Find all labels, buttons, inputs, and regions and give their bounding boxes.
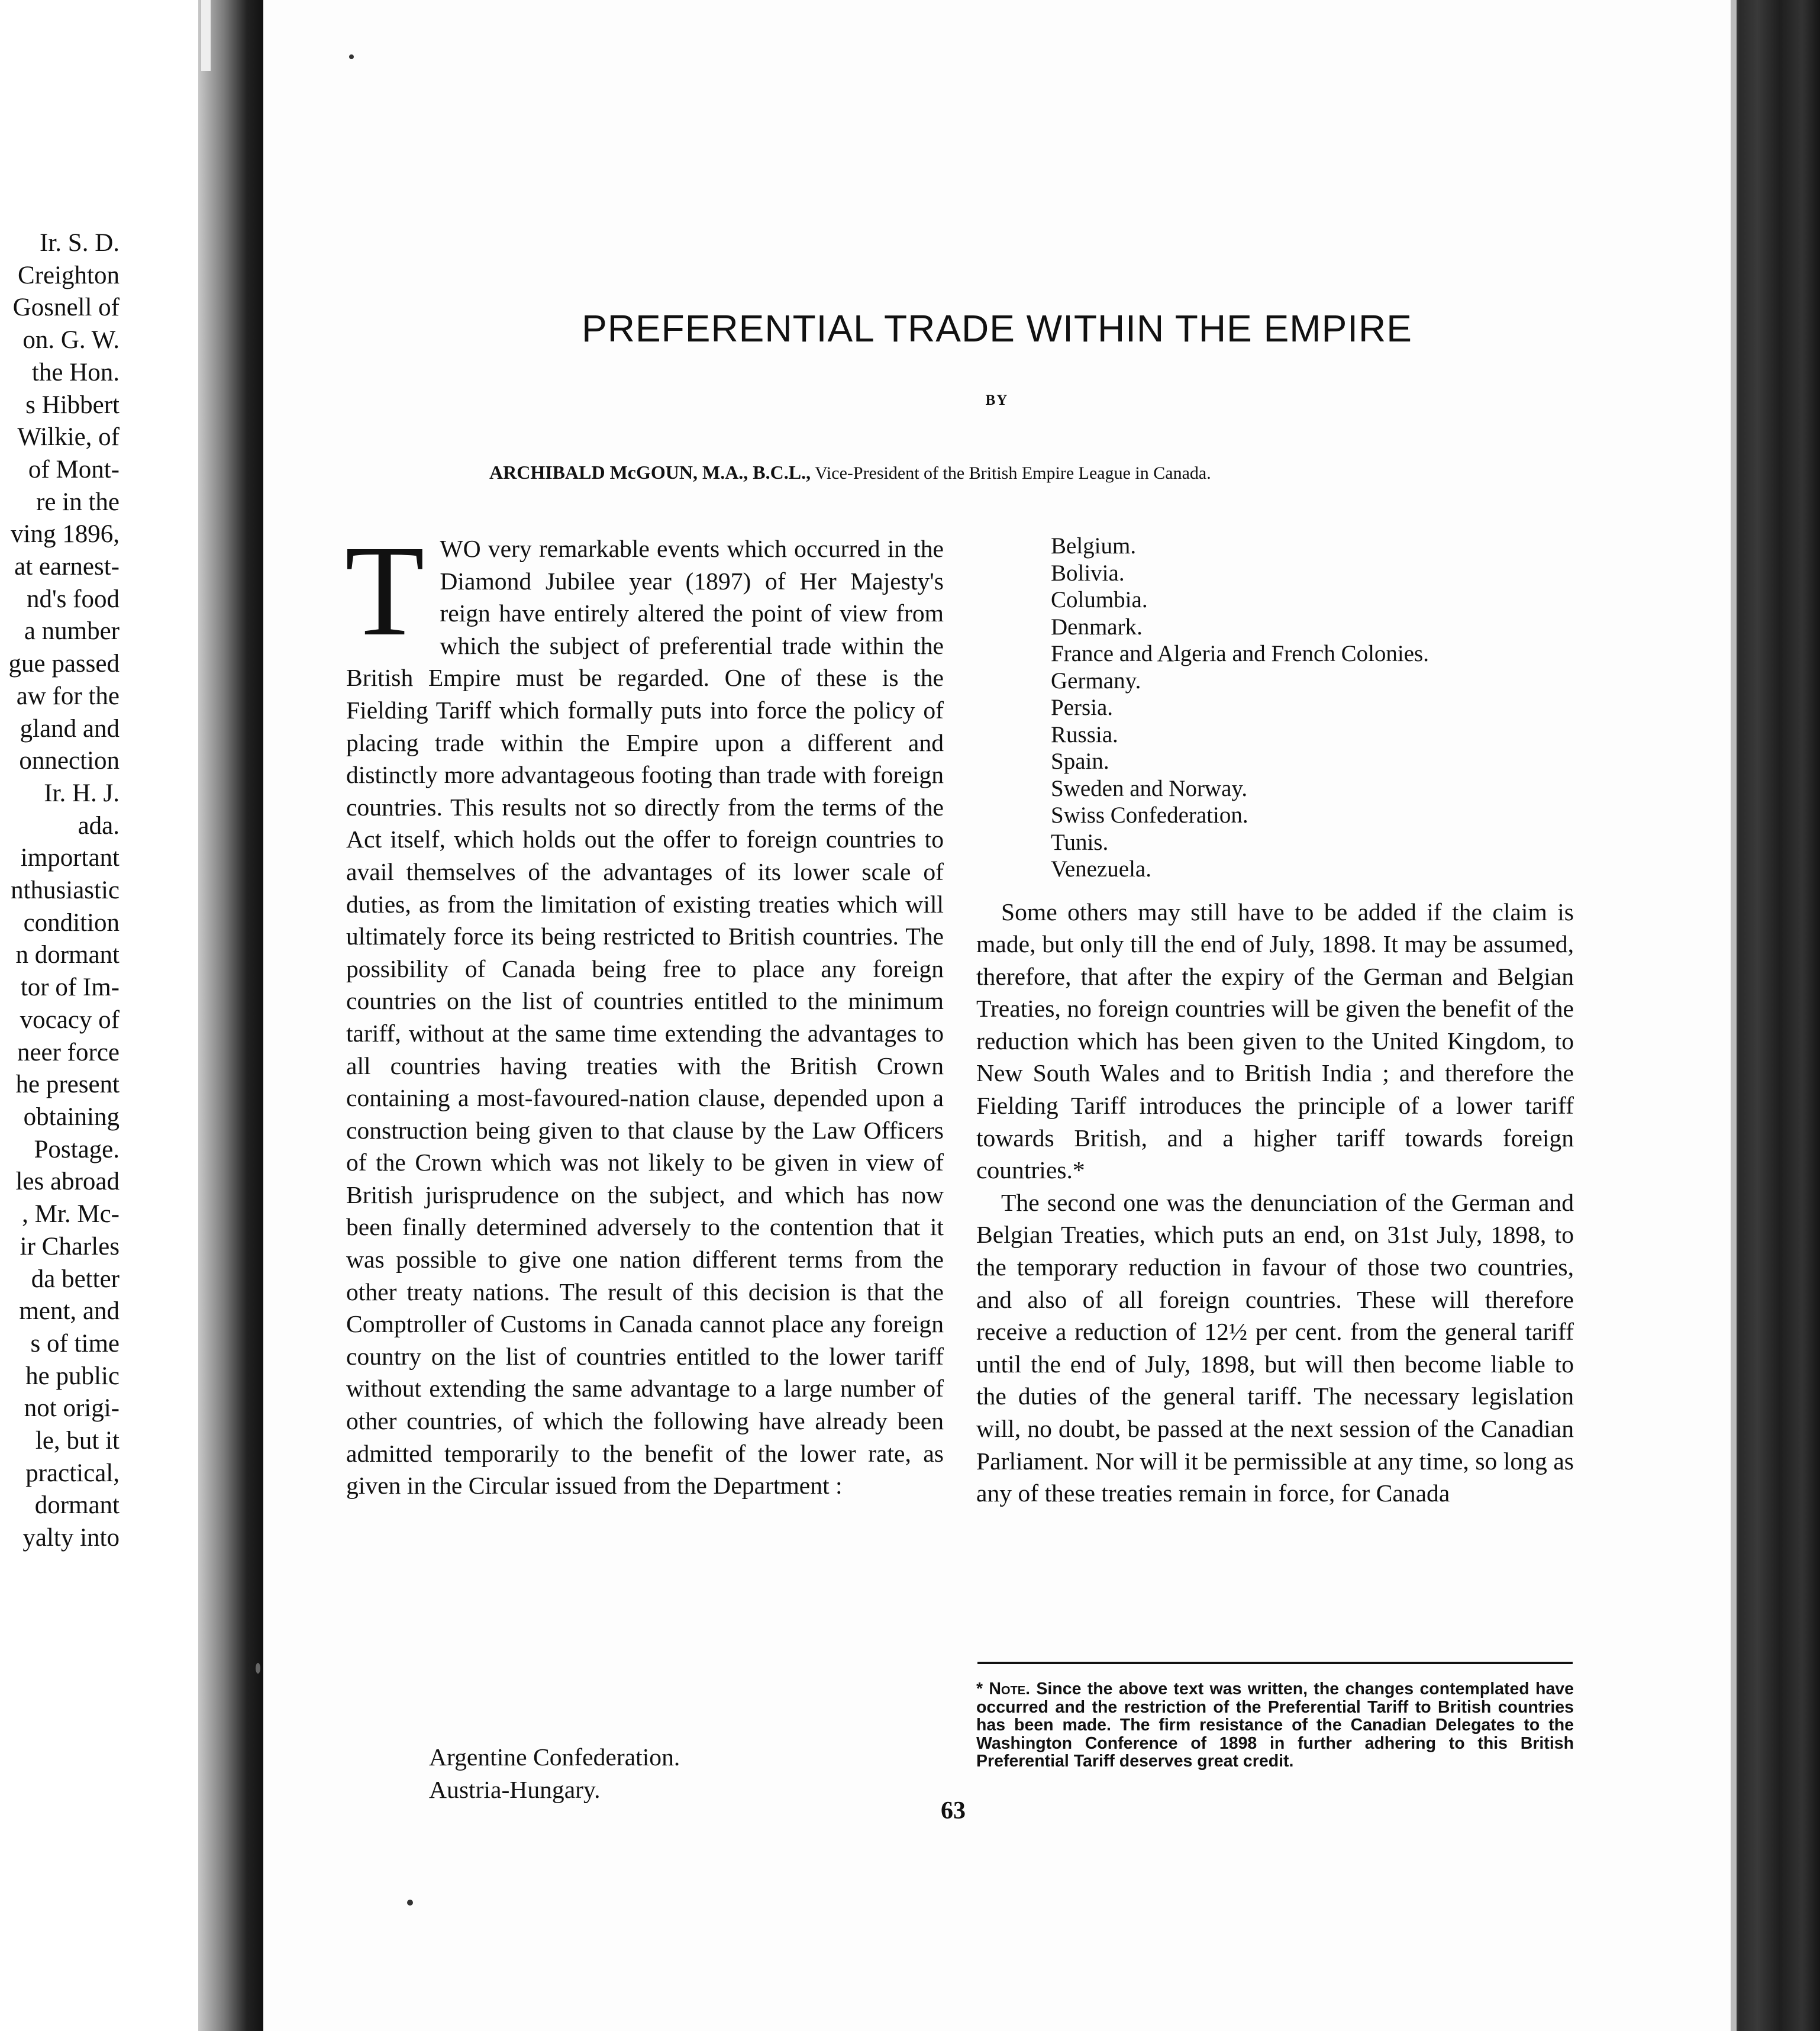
article-title: PREFERENTIAL TRADE WITHIN THE EMPIRE (582, 307, 1412, 350)
facing-text-line: da better (31, 1265, 120, 1293)
author-line (489, 462, 1211, 483)
facing-text-line: he public (25, 1362, 120, 1390)
speck (256, 1663, 260, 1674)
list-item: Argentine Confederation. (429, 1743, 680, 1771)
footnote-rule (977, 1662, 1573, 1664)
list-item: Bolivia. (1051, 560, 1125, 586)
gutter-shadow (198, 0, 263, 2031)
book-edge (1731, 0, 1820, 2031)
facing-text-line: Wilkie, of (17, 423, 120, 452)
facing-text-line: aw for the (16, 682, 120, 710)
footnote-lead: * Note. (976, 1679, 1031, 1698)
paragraph-1: WO very remarkable events which occurred in the Diamond Jubilee year (1897) of Her Majesty's reign have entirely altered the point of view from which the subject of preferential trade within the British Empire must be regarded. One of these is the Fielding Tariff which formally puts into force the policy of placing trade within the Empire upon a different and distinctly more advantageous footing than trade with foreign countries. This results not so directly from the terms of the Act itself, which holds out the offer to foreign countries to avail themselves of the advantages of its lower scale of duties, as from the limitation of existing treaties which will ultimately force its being restricted to British countries. The possibility of Canada being free to place any foreign countries on the list of countries entitled to the minimum tariff, without at the same time extending the advantages to all countries having treaties with the British Crown containing a most-favoured-nation clause, depended upon a construction being given to that clause by the Law Officers of the Crown which was not likely to be given in view of British jurisprudence on the subject, and which has now been finally determined adversely to the contention that it was possible to give one nation different terms from the other treaty nations. The result of this decision is that the Comptroller of Customs in Canada cannot place any foreign country on the list of countries entitled to the lower tariff without extending the same advantage to a large number of other countries, of which the following have already been admitted temporarily to the benefit of the lower rate, as given in the Circular issued from the Department : (346, 535, 944, 1500)
facing-text-line: ving 1896, (11, 520, 120, 549)
facing-text-line: not origi- (24, 1394, 120, 1423)
facing-text-line: the Hon. (31, 358, 120, 386)
facing-text-line: les abroad (15, 1168, 120, 1196)
facing-text-line: nthusiastic (11, 876, 120, 905)
facing-text-line: le, but it (35, 1427, 120, 1455)
list-item: Persia. (1051, 695, 1114, 720)
list-item: Russia. (1051, 721, 1118, 747)
facing-text-line: at earnest- (14, 553, 120, 581)
page-number: 63 (941, 1797, 966, 1824)
facing-text-line: s Hibbert (25, 391, 120, 419)
facing-text-line: , Mr. Mc- (22, 1200, 120, 1229)
facing-text-line: on. G. W. (22, 326, 120, 354)
facing-text-line: gue passed (8, 650, 120, 678)
facing-text-line: practical, (25, 1459, 120, 1487)
country-list-left (429, 1741, 680, 1806)
speck (407, 1900, 413, 1906)
list-item: Belgium. (1051, 533, 1137, 559)
facing-text-line: a number (24, 617, 120, 646)
facing-text-line: dormant (34, 1491, 120, 1520)
page-edge-right (1731, 0, 1737, 2031)
facing-text-line: important (20, 844, 120, 872)
drop-cap: T (345, 518, 425, 663)
facing-text-line: ir Charles (20, 1232, 120, 1260)
facing-text-line: ada. (78, 811, 120, 840)
author-name: ARCHIBALD McGOUN, M.A., B.C.L., (489, 462, 811, 483)
list-item: Spain. (1051, 749, 1109, 774)
facing-text-line: vocacy of (20, 1005, 120, 1034)
facing-page (0, 0, 208, 2031)
facing-text-line: Creighton (18, 261, 120, 289)
facing-text-line: onnection (19, 747, 120, 775)
list-item: Venezuela. (1051, 856, 1151, 882)
paragraph-3: The second one was the denunciation of the German and Belgian Treaties, which puts an end, on 31st July, 1898, to the temporary reduction in favour of those two countries, and also of all foreign countries. These will therefore receive a reduction of 12½ per cent. from the general tariff until the end of July, 1898, but will then become liable to the duties of the general tariff. The necessary legislation will, no doubt, be passed at the next session of the Canadian Parliament. Nor will it be permissible at any time, so long as any of these treaties remain in force, for Canada (976, 1188, 1574, 1507)
facing-page-text (0, 227, 208, 1555)
facing-text-line: ment, and (19, 1297, 120, 1326)
facing-text-line: tor of Im- (20, 973, 120, 1002)
list-item: Tunis. (1051, 829, 1109, 855)
paragraph-2: Some others may still have to be added if the claim is made, but only till the end of July, 1898. It may be assumed, therefore, that after the expiry of the German and Belgian Treaties, no foreign countries will be given the benefit of the reduction which has been given to the United Kingdom, to New South Wales and to British India ; and therefore the Fielding Tariff introduces the principle of a lower tariff towards British, and a higher tariff towards foreign countries.* (976, 898, 1574, 1184)
facing-text-line: s of time (30, 1329, 120, 1358)
facing-text-line: Ir. H. J. (44, 779, 120, 807)
facing-text-line: Ir. S. D. (40, 229, 120, 257)
facing-text-line: Gosnell of (12, 294, 120, 322)
list-item: Swiss Confederation. (1051, 802, 1248, 828)
list-item: Germany. (1051, 668, 1141, 694)
country-list-right (1051, 533, 1574, 883)
list-item: France and Algeria and French Colonies. (1051, 641, 1429, 666)
author-role: Vice-President of the British Empire League in Canada. (815, 463, 1211, 483)
footnote (976, 1680, 1574, 1771)
left-column (345, 518, 944, 1502)
facing-text-line: n dormant (15, 941, 120, 969)
speck (349, 54, 354, 59)
facing-text-line: gland and (20, 714, 120, 743)
facing-text-line: condition (23, 908, 120, 937)
facing-text-line: of Mont- (28, 455, 120, 483)
facing-text-line: Postage. (34, 1135, 120, 1163)
facing-text-line: re in the (36, 488, 120, 516)
list-item: Columbia. (1051, 587, 1148, 612)
list-item: Austria-Hungary. (429, 1775, 601, 1803)
right-column (976, 533, 1574, 1510)
facing-text-line: obtaining (23, 1102, 120, 1131)
footnote-body: Since the above text was written, the changes contemplated have occurred and the restriction of the Preferential Tariff to British countries has been made. The firm resistance of the Canadian Delegates to the Washington Conference of 1898 in further adhering to this British Preferential Tariff deserves great credit. (976, 1679, 1574, 1771)
list-item: Sweden and Norway. (1051, 775, 1248, 801)
facing-text-line: yalty into (22, 1524, 120, 1552)
page-edge (201, 0, 211, 71)
list-item: Denmark. (1051, 614, 1143, 640)
byline: BY (985, 392, 1009, 408)
facing-text-line: nd's food (26, 585, 120, 613)
facing-text-line: he present (15, 1071, 120, 1099)
facing-text-line: neer force (17, 1038, 120, 1066)
